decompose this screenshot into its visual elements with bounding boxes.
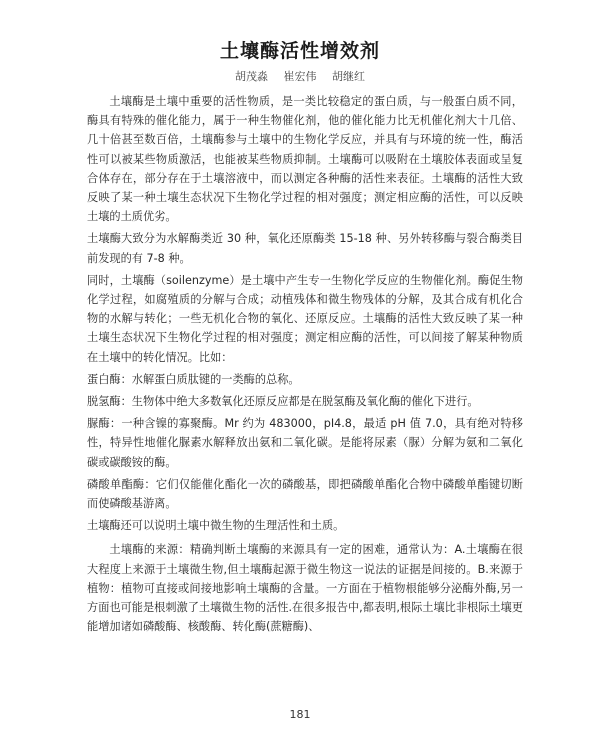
author-line: 胡茂淼 崔宏伟 胡继红 <box>235 70 365 83</box>
paragraph-intro: 土壤酶是土壤中重要的活性物质，是一类比较稳定的蛋白质，与一般蛋白质不同，酶具有特殊的催化能力，属于一种生物催化剂，他的催化能力比无机催化剂大十几倍、几十倍甚至数百倍，土壤酶参与土壤中的生物化学反应，并具有与环境的统一性，酶活性可以被某些物质激活，也能被某些物质抑制。土壤酶可以吸附在土壤胶体表面或呈复合体存在，部分存在于土壤溶液中，而以测定各种酶的活性来表征。土壤酶的活性大致反映了某一种土壤生态状况下生物化学过程的相对强度；测定相应酶的活性，可以反映土壤的土质优劣。 <box>87 95 523 224</box>
paragraph-enzyme-classes: 土壤酶大致分为水解酶类近 30 种，氧化还原酶类 15-18 种、另外转移酶与裂合酶类目前发现的有 7-8 种。 <box>87 232 523 265</box>
paragraph-soilenzyme: 同时，土壤酶（soilenzyme）是土壤中产生专一生物化学反应的生物催化剂。酶促生物化学过程，如腐殖质的分解与合成；动植残体和微生物残体的分解，及其合成有机化合物的水解与转化；一些无机化合物的氧化、还原反应。土壤酶的活性大致反映了某一种土壤生态状况下生物化学过程的相对强度；测定相应酶的活性，可以间接了解某种物质在土壤中的转化情况。比如： <box>87 273 523 364</box>
paragraph-dehydrogenase: 脱氢酶：生物体中绝大多数氧化还原反应都是在脱氢酶及氧化酶的催化下进行。 <box>87 395 479 409</box>
paragraph-microbial-activity: 土壤酶还可以说明土壤中微生物的生理活性和土质。 <box>87 519 345 533</box>
article-body <box>87 92 523 639</box>
paragraph-urease: 脲酶：一种含镍的寡聚酶。Mr 约为 483000，pI4.8，最适 pH 值 7.0，具有绝对特移性，特异性地催化脲素水解释放出氨和二氧化碳。是能将尿素（脲）分解为氨和二氧化碳或碳酸铵的酶。 <box>87 417 523 469</box>
paragraph-protease: 蛋白酶：水解蛋白质肽键的一类酶的总称。 <box>87 372 300 386</box>
page-title: 土壤酶活性增效剂 <box>219 40 380 62</box>
paragraph-phosphomonoesterase: 磷酸单酯酶：它们仅能催化酯化一次的磷酸基，即把磷酸单酯化合物中磷酸单酯键切断而使磷酸基游离。 <box>87 477 523 511</box>
page-number: 181 <box>289 708 311 721</box>
paragraph-enzyme-source: 土壤酶的来源：精确判断土壤酶的来源具有一定的困难，通常认为：A.土壤酶在很大程度上来源于土壤微生物,但土壤酶起源于微生物这一说法的证据是间接的。B.来源于植物：植物可直接或间接地影响土壤酶的含量。一方面在于植物根能够分泌酶外酶,另一方面也可能是根刺激了土壤微生物的活性.在很多报告中,都表明,根际土壤比非根际土壤更能增加诸如磷酸酶、核酸酶、转化酶(蔗糖酶)、 <box>87 543 523 634</box>
